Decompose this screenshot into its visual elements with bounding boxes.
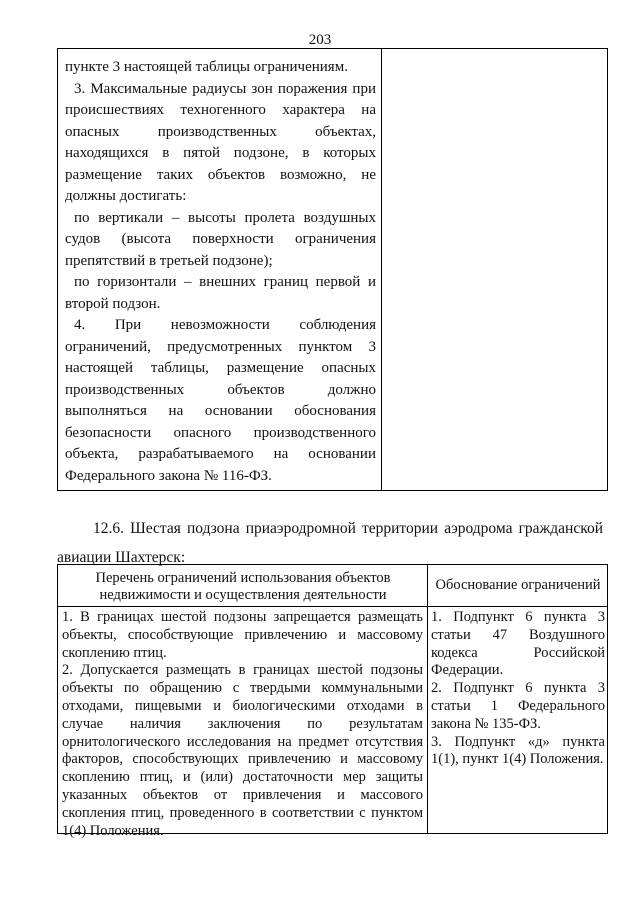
restriction-paragraph: 2. Допускается размещать в границах шестой подзоны объекты по обращению с твердыми коммунальными отходами, пищевыми и биологическими отходами в случае наличия заключения по результатам орнитологического исследования на предмет отсутствия факторов, способствующих привлечению и массовому скоплению птиц, и (или) достаточности мер защиты указанных объектов от привлечения и массового скопления птиц, проведенного в соответствии с пунктом 1(4) Положения. [62, 662, 423, 839]
justification-paragraph: 1. Подпункт 6 пункта 3 статьи 47 Воздушного кодекса Российской Федерации. [431, 609, 605, 679]
restrictions-table-continued [57, 48, 608, 491]
justification-paragraph: 2. Подпункт 6 пункта 3 статьи 1 Федерального закона № 135-ФЗ. [431, 680, 605, 732]
column-header-justification: Обоснование ограничений [435, 577, 601, 593]
section-heading: 12.6. Шестая подзона приаэродромной территории аэродрома гражданской авиации Шахтерск: [57, 520, 603, 566]
restriction-paragraph: 1. В границах шестой подзоны запрещается размещать объекты, способствующие привлечению и массовому скоплению птиц. [62, 609, 423, 661]
restriction-paragraph: 4. При невозможности соблюдения ограничений, предусмотренных пунктом 3 настоящей таблицы, размещение опасных производственных объектов должно выполняться на основании обоснования безопасности опасного производственного объекта, разрабатываемого на основании Федерального закона № 116-ФЗ. [65, 317, 376, 484]
justification-paragraph: 3. Подпункт «д» пункта 1(1), пункт 1(4) Положения. [431, 733, 605, 768]
table-header-divider [58, 606, 607, 607]
page-number: 203 [308, 32, 332, 48]
restriction-paragraph: по вертикали – высоты пролета воздушных судов (высота поверхности ограничения препятствий в третьей подзоне); [65, 209, 376, 269]
sixth-subzone-table [57, 564, 608, 839]
justification-cell [431, 609, 605, 769]
restrictions-cell [62, 609, 423, 840]
restrictions-cell [65, 57, 376, 487]
restriction-paragraph: по горизонтали – внешних границ первой и второй подзон. [65, 274, 376, 312]
table-column-divider [381, 49, 382, 490]
restriction-paragraph: пункте 3 настоящей таблицы ограничениям. [65, 59, 348, 75]
column-header-restrictions: Перечень ограничений использования объектов недвижимости и осуществления деятельности [95, 570, 391, 603]
restriction-paragraph: 3. Максимальные радиусы зон поражения при происшествиях техногенного характера на опасных производственных объектах, находящихся в пятой подзоне, в которых размещение таких объектов возможно, не должны достигать: [65, 80, 376, 204]
